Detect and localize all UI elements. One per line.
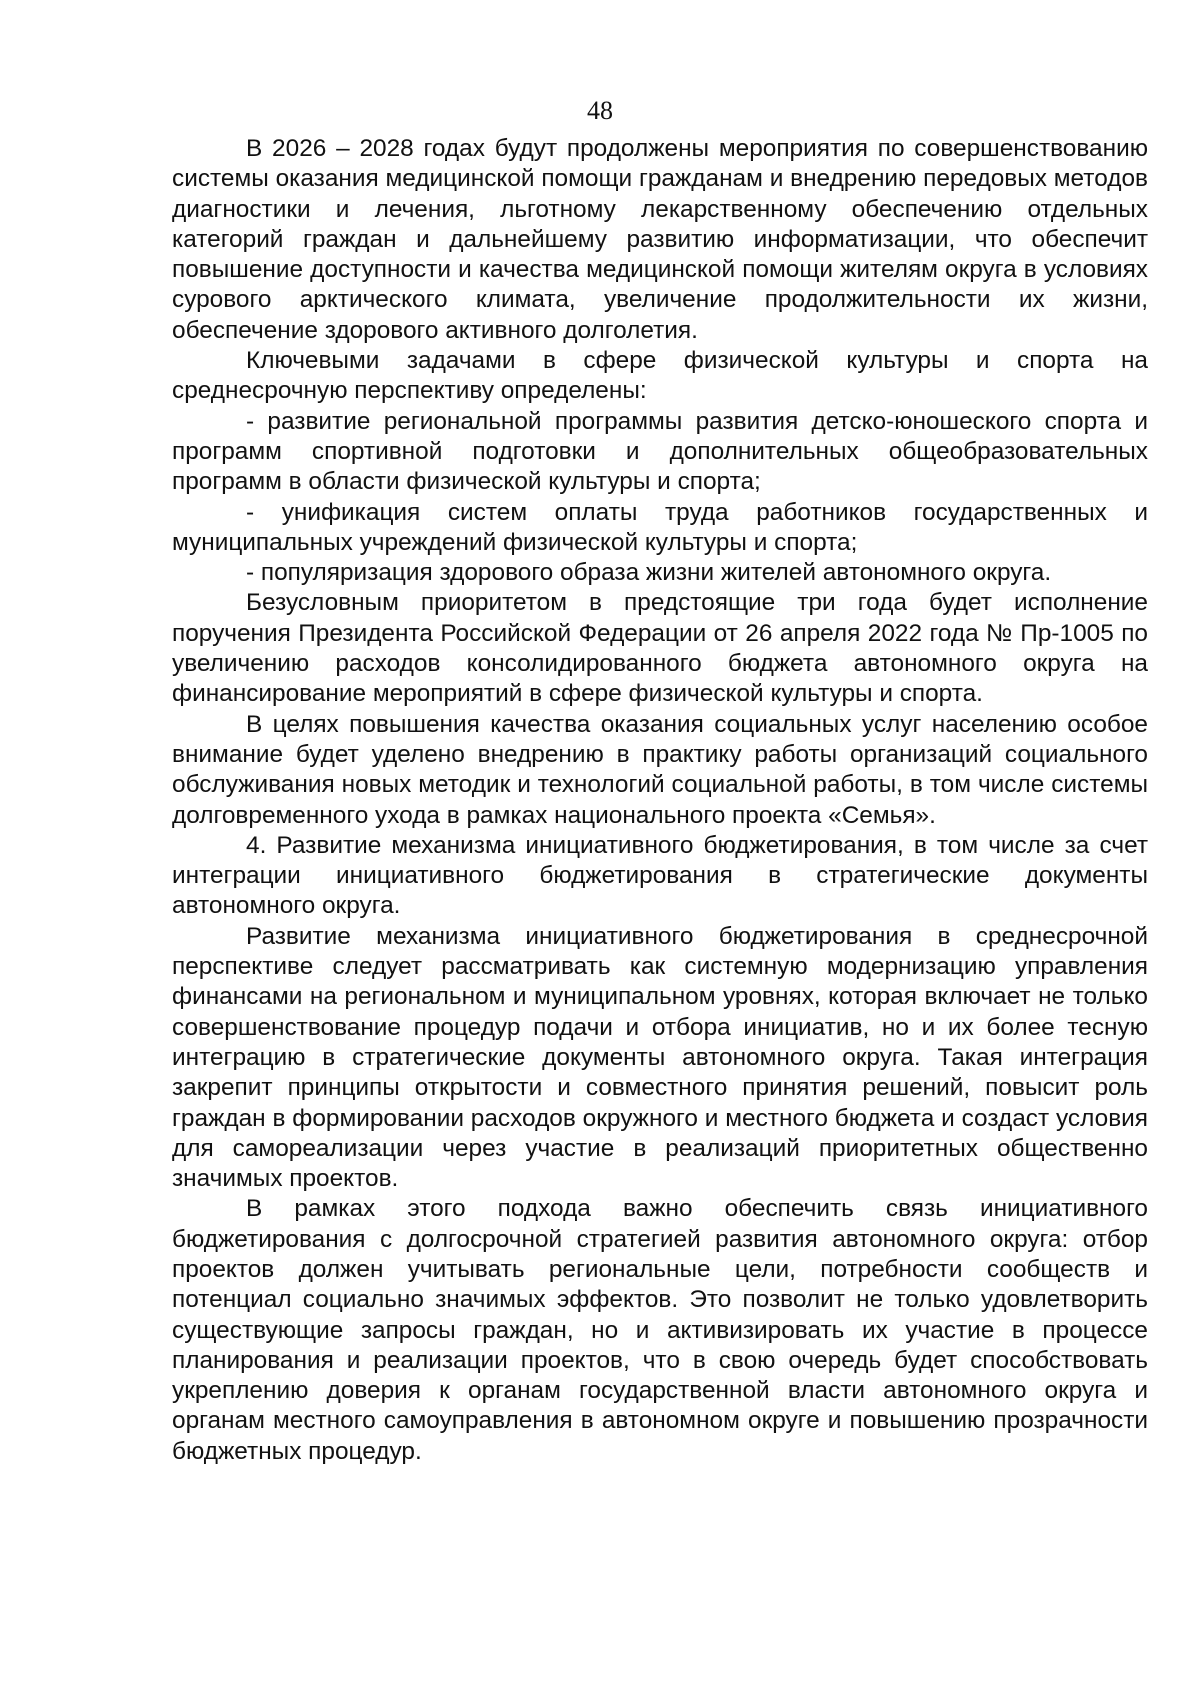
paragraph-healthcare: В 2026 – 2028 годах будут продолжены мероприятия по совершенствованию системы оказания медицинской помощи гражданам и внедрению передовых методов диагностики и лечения, льготному лекарственному обеспечению отдельных категорий граждан и дальнейшему развитию информатизации, что обеспечит повышение доступности и качества медицинской помощи жителям округа в условиях сурового арктического климата, увеличение продолжительности их жизни, обеспечение здорового активного долголетия.: [172, 135, 1148, 344]
page-number: 48: [587, 96, 613, 125]
paragraph-budgeting-development: Развитие механизма инициативного бюджетирования в среднесрочной перспективе следует рассматривать как системную модернизацию управления финансами на региональном и муниципальном уровнях, которая включает не только совершенствование процедур подачи и отбора инициатив, но и их более тесную интеграцию в стратегические документы автономного округа. Такая интеграция закрепит принципы открытости и совместного принятия решений, повысит роль граждан в формировании расходов окружного и местного бюджета и создаст условия для самореализации через участие в реализаций приоритетных общественно значимых проектов.: [172, 922, 1148, 1193]
body-text: [172, 134, 1148, 1467]
list-item-healthy-lifestyle: - популяризация здорового образа жизни жителей автономного округа.: [246, 559, 1052, 587]
list-item-youth-sport: - развитие региональной программы развития детско-юношеского спорта и программ спортивной подготовки и дополнительных общеобразовательных программ в области физической культуры и спорта;: [172, 407, 1148, 496]
paragraph-president-order: Безусловным приоритетом в предстоящие три года будет исполнение поручения Президента Российской Федерации от 26 апреля 2022 года № Пр-1005 по увеличению расходов консолидированного бюджета автономного округа на финансирование мероприятий в сфере физической культуры и спорта.: [172, 589, 1148, 708]
paragraph-sport-tasks: Ключевыми задачами в сфере физической культуры и спорта на среднесрочную перспективу определены:: [172, 347, 1148, 405]
list-item-pay-unification: - унификация систем оплаты труда работников государственных и муниципальных учреждений физической культуры и спорта;: [172, 498, 1148, 556]
paragraph-budgeting-strategy: В рамках этого подхода важно обеспечить связь инициативного бюджетирования с долгосрочной стратегией развития автономного округа: отбор проектов должен учитывать региональные цели, потребности сообществ и потенциал социально значимых эффектов. Это позволит не только удовлетворить существующие запросы граждан, но и активизировать их участие в процессе планирования и реализации проектов, что в свою очередь будет способствовать укреплению доверия к органам государственной власти автономного округа и органам местного самоуправления в автономном округе и повышению прозрачности бюджетных процедур.: [172, 1195, 1148, 1465]
paragraph-social-services: В целях повышения качества оказания социальных услуг населению особое внимание будет уделено внедрению в практику работы организаций социального обслуживания новых методик и технологий социальной работы, в том числе системы долговременного ухода в рамках национального проекта «Семья».: [172, 710, 1148, 829]
section-heading-initiative-budgeting: 4. Развитие механизма инициативного бюджетирования, в том числе за счет интеграции инициативного бюджетирования в стратегические документы автономного округа.: [172, 831, 1148, 920]
